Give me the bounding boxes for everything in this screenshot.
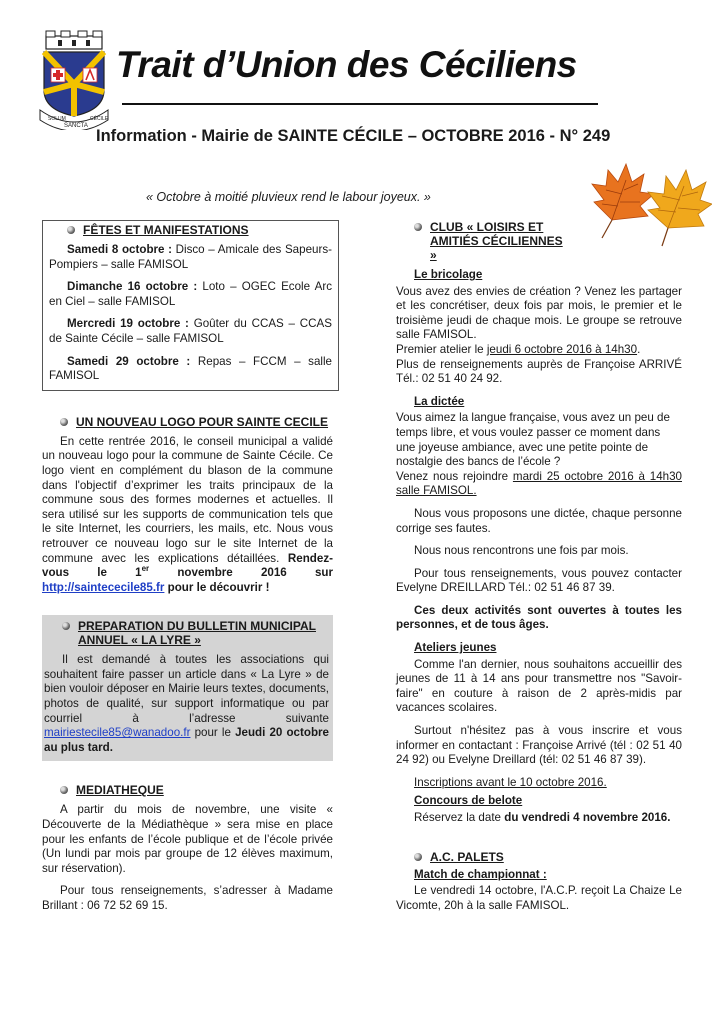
belote-title: Concours de belote (414, 794, 523, 808)
bullet-icon (414, 853, 422, 861)
bullet-icon (62, 622, 70, 630)
ateliers-p1: Comme l'an dernier, nous souhaitons accueillir des jeunes de 11 à 14 ans pour transmettre nos "Savoir-faire" en couture à raison de 2 après-midis par vacances scolaires. (396, 657, 682, 715)
ateliers-title: Ateliers jeunes (414, 641, 497, 655)
dictee-p1: Vous aimez la langue française, vous avez un peu de temps libre, et vous voulez passer ce moment dans une joyeuse ambiance, avec une petite pointe de nostalgie des bancs de l’école ? (396, 411, 670, 469)
svg-text:SOLUM: SOLUM (48, 116, 66, 122)
mediatheque-p1: A partir du mois de novembre, une visite « Découverte de la Médiathèque » sera mise en place pour les enfants de l’école publique et de l’école privée (Un lundi par mois par groupe de 12 élèves maximum, sur réservation). (42, 803, 333, 875)
event-item: Samedi 29 octobre : Repas – FCCM – salle FAMISOL (49, 354, 332, 383)
svg-text:CÉCILE: CÉCILE (90, 116, 109, 122)
palets-sub: Match de championnat : (414, 867, 547, 881)
bullet-icon (60, 786, 68, 794)
dictee-p4: Nous nous rencontrons une fois par mois. (414, 544, 629, 558)
mairie-email-link[interactable]: mairiestecile85@wanadoo.fr (44, 726, 191, 740)
events-heading: FÊTES ET MANIFESTATIONS (49, 223, 332, 237)
event-item: Samedi 8 octobre : Disco – Amicale des Sapeurs-Pompiers – salle FAMISOL (49, 243, 332, 271)
logo-heading: UN NOUVEAU LOGO POUR SAINTE CECILE (42, 415, 333, 429)
svg-text:SANCTA: SANCTA (64, 123, 88, 129)
mediatheque-heading: MEDIATHEQUE (42, 783, 333, 797)
newsletter-title: Trait d’Union des Céciliens (116, 44, 577, 85)
bricolage-p2: Premier atelier le jeudi 6 octobre 2016 à 14h30. (396, 342, 641, 356)
bulletin-heading: PREPARATION DU BULLETIN MUNICIPAL ANNUEL « LA LYRE » (44, 619, 329, 647)
palets-heading: A.C. PALETS (396, 850, 682, 864)
bulletin-article: Il est demandé à toutes les associations qui souhaitent faire passer un article dans « La Lyre » de bien vouloir déposer en Mairie leurs textes, documents, photos de qualité, sur support informatique ou par courriel à l’adresse suivante mairiestecile85@wanadoo.fr pour le Jeudi 20 octobre au plus tard. (44, 653, 329, 754)
palets-body: Le vendredi 14 octobre, l'A.C.P. reçoit La Chaize Le Vicomte, 20h à la salle FAMISOL. (396, 884, 682, 912)
dictee-p5: Pour tous renseignements, vous pouvez contacter Evelyne DREILLARD Tél.: 02 51 46 87 39. (396, 566, 682, 595)
crown-icon (46, 31, 102, 49)
title-underline (122, 103, 598, 105)
ateliers-p2: Surtout n'hésitez pas à vous inscrire et vous informer en contactant : Françoise Arrivé (tél : 02 51 40 24 92) ou Evelyne Dreillard (tél: 02 51 46 87 39). (396, 724, 682, 767)
left-column (42, 220, 333, 922)
logo-article: En cette rentrée 2016, le conseil municipal a validé un nouveau logo pour la commune de Sainte Cécile. Ce logo vient en complément du blason de la commune dans l'objectif d’exprimer les traits principaux de la commune sous des formes modernes et actuelles. Il sera utilisé sur les supports de communication tels que le site Internet, les courriers, les mails, etc. Nous vous retrouver ce nouveau logo sur le site Internet de la commune avec les explications détaillées. Rendez-vous le 1er novembre 2016 sur http://saintececile85.fr pour le découvrir ! (42, 434, 333, 594)
right-column (396, 220, 682, 921)
town-crest (38, 30, 110, 130)
dictee-p2: Venez nous rejoindre mardi 25 octobre 2016 à 14h30 salle FAMISOL. (396, 469, 682, 498)
issue-subtitle: Information - Mairie de SAINTE CÉCILE – OCTOBRE 2016 - N° 249 (96, 127, 611, 145)
ateliers-p3: Inscriptions avant le 10 octobre 2016. (414, 775, 607, 789)
dictee-p3: Nous vous proposons une dictée, chaque personne corrige ses fautes. (396, 506, 682, 535)
bullet-icon (60, 418, 68, 426)
event-item: Mercredi 19 octobre : Goûter du CCAS – CCAS de Sainte Cécile – salle FAMISOL (49, 317, 332, 345)
website-link[interactable]: http://saintececile85.fr (42, 580, 165, 594)
event-item: Dimanche 16 octobre : Loto – OGEC Ecole Arc en Ciel – salle FAMISOL (49, 280, 332, 308)
club-heading: CLUB « LOISIRS ET AMITIÉS CÉCILIENNES » (396, 220, 572, 262)
open-note: Ces deux activités sont ouvertes à toutes les personnes, et de tous âges. (396, 603, 682, 632)
bullet-icon (414, 223, 422, 231)
bricolage-title: Le bricolage (414, 268, 483, 281)
dictee-title: La dictée (414, 394, 465, 408)
monthly-proverb: « Octobre à moitié pluvieux rend le labour joyeux. » (146, 190, 431, 204)
events-box (42, 220, 339, 391)
bullet-icon (67, 226, 75, 234)
bulletin-box (42, 615, 333, 761)
belote-p: Réservez la date du vendredi 4 novembre 2016. (414, 811, 671, 824)
bricolage-p3: Plus de renseignements auprès de Françoise ARRIVÉ Tél.: 02 51 40 24 92. (396, 357, 682, 386)
mediatheque-p2: Pour tous renseignements, s’adresser à Madame Brillant : 06 72 52 69 15. (42, 884, 333, 912)
bricolage-p1: Vous avez des envies de création ? Venez les partager et les concrétiser, deux fois par mois, le premier et le troisième jeudi de chaque mois. Le groupe se retrouve salle FAMISOL. (396, 284, 682, 342)
